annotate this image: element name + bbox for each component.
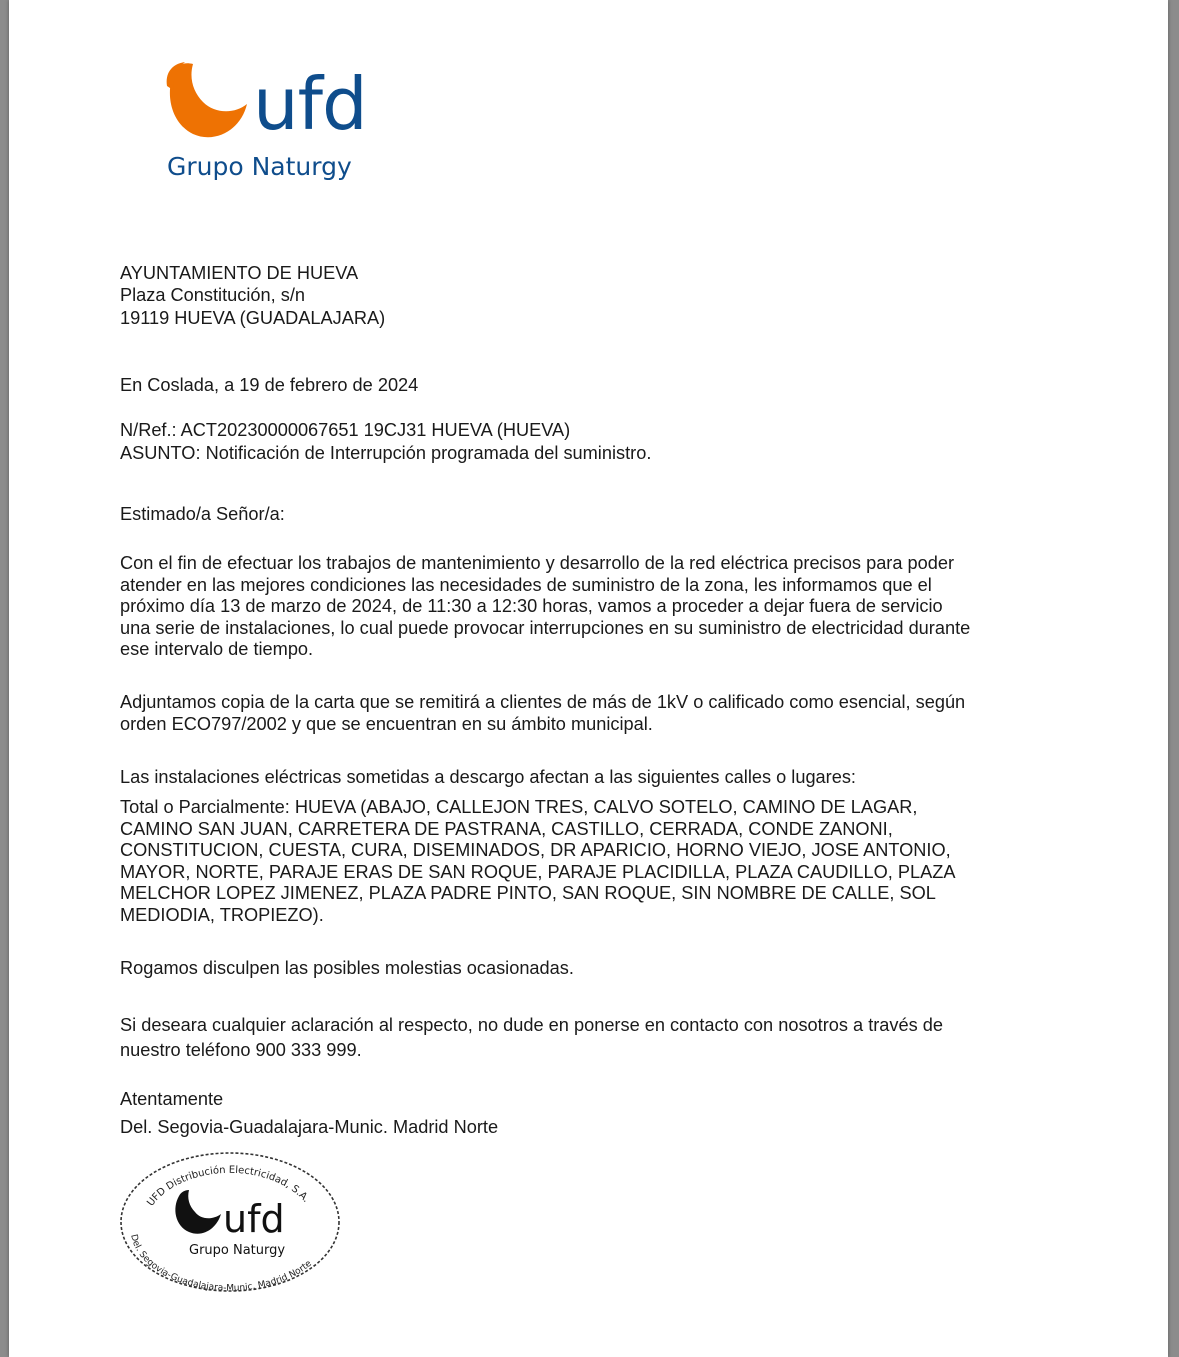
paragraph-line: orden ECO797/2002 y que se encuentran en su ámbito municipal. — [120, 713, 653, 734]
street-list-line: MELCHOR LOPEZ JIMENEZ, PLAZA PADRE PINTO, SAN ROQUE, SIN NOMBRE DE CALLE, SOL — [120, 883, 936, 904]
street-list-line: Total o Parcialmente: HUEVA (ABAJO, CALLEJON TRES, CALVO SOTELO, CAMINO DE LAGAR, — [120, 797, 918, 817]
paragraph-line: una serie de instalaciones, lo cual puede provocar interrupciones en su suministro de electricidad durante — [120, 617, 971, 638]
street-list-line: MEDIODIA, TROPIEZO). — [120, 904, 324, 925]
company-stamp — [117, 1150, 343, 1294]
paragraph-line: próximo día 13 de marzo de 2024, de 11:30 a 12:30 horas, vamos a proceder a dejar fuera de servicio — [120, 596, 943, 617]
logo-mark-icon — [163, 60, 249, 140]
recipient-street: Plaza Constitución, s/n — [120, 285, 306, 305]
signature-line: Del. Segovia-Guadalajara-Munic. Madrid Norte — [120, 1117, 499, 1137]
letter-page — [9, 0, 1168, 1357]
closing-line: Atentamente — [120, 1089, 224, 1109]
paragraph-line: ese intervalo de tiempo. — [120, 639, 314, 660]
svg-text:ufd: ufd — [223, 1197, 285, 1241]
affected-streets-list — [120, 797, 1080, 927]
street-list-line: CAMINO SAN JUAN, CARRETERA DE PASTRANA, CASTILLO, CERRADA, CONDE ZANONI, — [120, 818, 893, 839]
affected-intro: Las instalaciones eléctricas sometidas a descargo afectan a las siguientes calles o lugares: — [120, 767, 856, 787]
paragraph-line: nuestro teléfono 900 333 999. — [120, 1040, 362, 1060]
greeting: Estimado/a Señor/a: — [120, 504, 285, 524]
street-list-line: CONSTITUCION, CUESTA, CURA, DISEMINADOS, DR APARICIO, HORNO VIEJO, JOSE ANTONIO, — [120, 840, 951, 861]
reference-number: N/Ref.: ACT20230000067651 19CJ31 HUEVA (HUEVA) — [120, 420, 571, 440]
paragraph-line: Si deseara cualquier aclaración al respecto, no dude en ponerse en contacto con nosotros a través de — [120, 1015, 944, 1035]
subject-line: ASUNTO: Notificación de Interrupción programada del suministro. — [120, 443, 652, 463]
company-logo — [157, 56, 387, 196]
paragraph-maintenance — [120, 553, 1080, 661]
svg-text:UFD Distribución Electricidad,: UFD Distribución Electricidad, S.A. — [145, 1164, 312, 1209]
recipient-name: AYUNTAMIENTO DE HUEVA — [120, 263, 359, 283]
logo-brand-text: ufd — [253, 62, 367, 146]
street-list-line: MAYOR, NORTE, PARAJE ERAS DE SAN ROQUE, PARAJE PLACIDILLA, PLAZA CAUDILLO, PLAZA — [120, 861, 956, 882]
paragraph-line: Con el fin de efectuar los trabajos de mantenimiento y desarrollo de la red eléctrica precisos para poder — [120, 553, 955, 573]
svg-text:Del. Segovia-Guadalajara-Munic: Del. Segovia-Guadalajara-Munic. Madrid Norte — [128, 1233, 314, 1294]
logo-group-text: Grupo Naturgy — [167, 152, 352, 181]
contact-paragraph — [120, 1013, 1080, 1063]
date-line: En Coslada, a 19 de febrero de 2024 — [120, 375, 419, 395]
apology-line: Rogamos disculpen las posibles molestias ocasionadas. — [120, 958, 574, 978]
paragraph-line: Adjuntamos copia de la carta que se remitirá a clientes de más de 1kV o calificado como esencial, según — [120, 692, 966, 712]
recipient-city: 19119 HUEVA (GUADALAJARA) — [120, 308, 386, 328]
paragraph-line: atender en las mejores condiciones las necesidades de suministro de la zona, les informamos que el — [120, 574, 932, 595]
svg-text:Grupo Naturgy: Grupo Naturgy — [189, 1243, 286, 1258]
paragraph-attachment — [120, 692, 1080, 735]
